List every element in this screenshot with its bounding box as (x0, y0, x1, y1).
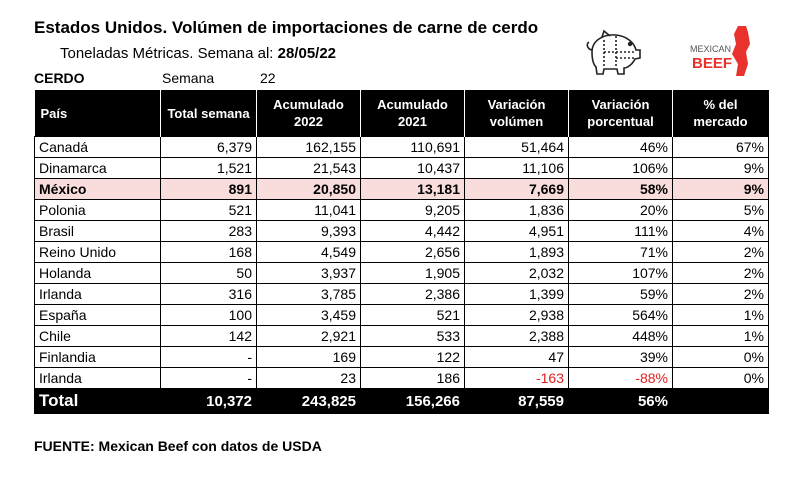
header-total-semana: Total semana (161, 90, 257, 137)
subtitle-date: 28/05/22 (277, 45, 337, 62)
imports-table (34, 90, 769, 414)
cell-total-semana: 891 (161, 179, 257, 200)
cell-acum-2022: 20,850 (257, 179, 361, 200)
cell-total-semana: 168 (161, 242, 257, 263)
cell-acum-2021: 4,442 (361, 221, 465, 242)
cell-acum-2022: 4,549 (257, 242, 361, 263)
cell-var-volumen: -163 (465, 368, 569, 389)
source-note: FUENTE: Mexican Beef con datos de USDA (34, 438, 322, 454)
header-var-volumen: Variación volúmen (465, 90, 569, 137)
cell-var-porcentual: 59% (569, 284, 673, 305)
total-label: Total (35, 389, 161, 414)
total-var-volumen: 87,559 (465, 389, 569, 414)
semana-value: 22 (260, 70, 276, 86)
cell-acum-2021: 186 (361, 368, 465, 389)
cell-acum-2021: 10,437 (361, 158, 465, 179)
cell-acum-2021: 122 (361, 347, 465, 368)
cell-acum-2021: 2,656 (361, 242, 465, 263)
cell-acum-2022: 2,921 (257, 326, 361, 347)
cell-var-volumen: 1,836 (465, 200, 569, 221)
cell-pais: Dinamarca (35, 158, 161, 179)
header-acum-2021: Acumulado 2021 (361, 90, 465, 137)
cell-mercado: 9% (673, 158, 769, 179)
table-row (35, 200, 769, 221)
table-row (35, 242, 769, 263)
cell-acum-2022: 3,937 (257, 263, 361, 284)
cell-var-volumen: 11,106 (465, 158, 569, 179)
cell-total-semana: 316 (161, 284, 257, 305)
header-var-porcentual: Variación porcentual (569, 90, 673, 137)
cell-total-semana: 1,521 (161, 158, 257, 179)
cell-var-porcentual: 20% (569, 200, 673, 221)
cell-acum-2022: 23 (257, 368, 361, 389)
cell-total-semana: 283 (161, 221, 257, 242)
table-row (35, 347, 769, 368)
cell-acum-2022: 3,459 (257, 305, 361, 326)
header-acum-2022: Acumulado 2022 (257, 90, 361, 137)
cell-pais: España (35, 305, 161, 326)
cell-var-volumen: 7,669 (465, 179, 569, 200)
cell-var-porcentual: 448% (569, 326, 673, 347)
cell-acum-2021: 13,181 (361, 179, 465, 200)
cell-acum-2022: 3,785 (257, 284, 361, 305)
total-acum-2021: 156,266 (361, 389, 465, 414)
cell-pais: Irlanda (35, 368, 161, 389)
cell-mercado: 1% (673, 305, 769, 326)
table-row (35, 263, 769, 284)
cell-mercado: 4% (673, 221, 769, 242)
cell-var-porcentual: 107% (569, 263, 673, 284)
page-title: Estados Unidos. Volúmen de importaciones de carne de cerdo (34, 18, 539, 37)
cell-var-porcentual: -88% (569, 368, 673, 389)
cell-var-volumen: 47 (465, 347, 569, 368)
cell-var-porcentual: 71% (569, 242, 673, 263)
cell-mercado: 1% (673, 326, 769, 347)
table-row (35, 326, 769, 347)
cell-total-semana: - (161, 347, 257, 368)
cerdo-week-row (34, 70, 334, 86)
table-row (35, 179, 769, 200)
cell-pais: Brasil (35, 221, 161, 242)
cell-total-semana: 50 (161, 263, 257, 284)
cell-total-semana: 100 (161, 305, 257, 326)
cell-pais: Holanda (35, 263, 161, 284)
cell-acum-2021: 9,205 (361, 200, 465, 221)
cell-pais: Polonia (35, 200, 161, 221)
table-row (35, 158, 769, 179)
table-row (35, 305, 769, 326)
semana-label: Semana (162, 70, 215, 86)
cell-var-volumen: 2,938 (465, 305, 569, 326)
total-row (35, 389, 769, 414)
cell-var-porcentual: 58% (569, 179, 673, 200)
cell-var-volumen: 4,951 (465, 221, 569, 242)
cell-acum-2022: 11,041 (257, 200, 361, 221)
total-acum-2022: 243,825 (257, 389, 361, 414)
cell-mercado: 5% (673, 200, 769, 221)
cell-var-porcentual: 39% (569, 347, 673, 368)
header-pais: País (35, 90, 161, 137)
pig-icon (582, 28, 644, 76)
cell-mercado: 2% (673, 263, 769, 284)
cell-acum-2021: 1,905 (361, 263, 465, 284)
cell-var-porcentual: 106% (569, 158, 673, 179)
cell-acum-2022: 9,393 (257, 221, 361, 242)
logo-line1: MEXICAN (690, 44, 732, 54)
total-mercado (673, 389, 769, 414)
cell-total-semana: - (161, 368, 257, 389)
table-row (35, 368, 769, 389)
cerdo-label: CERDO (34, 70, 85, 86)
cell-acum-2021: 110,691 (361, 137, 465, 158)
cell-var-porcentual: 564% (569, 305, 673, 326)
cell-mercado: 9% (673, 179, 769, 200)
cell-acum-2022: 21,543 (257, 158, 361, 179)
cell-acum-2021: 2,386 (361, 284, 465, 305)
table-row (35, 221, 769, 242)
cell-mercado: 0% (673, 368, 769, 389)
cell-mercado: 67% (673, 137, 769, 158)
cell-var-volumen: 2,032 (465, 263, 569, 284)
cell-var-porcentual: 46% (569, 137, 673, 158)
cell-mercado: 2% (673, 284, 769, 305)
cell-pais: Canadá (35, 137, 161, 158)
table-row (35, 284, 769, 305)
cell-mercado: 0% (673, 347, 769, 368)
table-header-row (35, 90, 769, 137)
cell-acum-2022: 169 (257, 347, 361, 368)
logo-line2: BEEF (692, 55, 733, 72)
cell-pais: Finlandia (35, 347, 161, 368)
cell-mercado: 2% (673, 242, 769, 263)
cell-total-semana: 6,379 (161, 137, 257, 158)
cell-var-porcentual: 111% (569, 221, 673, 242)
cell-pais: México (35, 179, 161, 200)
total-var-porcentual: 56% (569, 389, 673, 414)
cell-pais: Irlanda (35, 284, 161, 305)
cell-var-volumen: 51,464 (465, 137, 569, 158)
cell-acum-2021: 521 (361, 305, 465, 326)
total-semana: 10,372 (161, 389, 257, 414)
cell-total-semana: 521 (161, 200, 257, 221)
header-mercado: % del mercado (673, 90, 769, 137)
cell-total-semana: 142 (161, 326, 257, 347)
subtitle-text: Toneladas Métricas. Semana al: (60, 45, 274, 62)
cell-pais: Chile (35, 326, 161, 347)
mexican-beef-logo (688, 24, 754, 80)
cell-var-volumen: 2,388 (465, 326, 569, 347)
cell-acum-2022: 162,155 (257, 137, 361, 158)
cell-acum-2021: 533 (361, 326, 465, 347)
subtitle (60, 45, 336, 62)
cell-pais: Reino Unido (35, 242, 161, 263)
table-row (35, 137, 769, 158)
cell-var-volumen: 1,399 (465, 284, 569, 305)
cell-var-volumen: 1,893 (465, 242, 569, 263)
